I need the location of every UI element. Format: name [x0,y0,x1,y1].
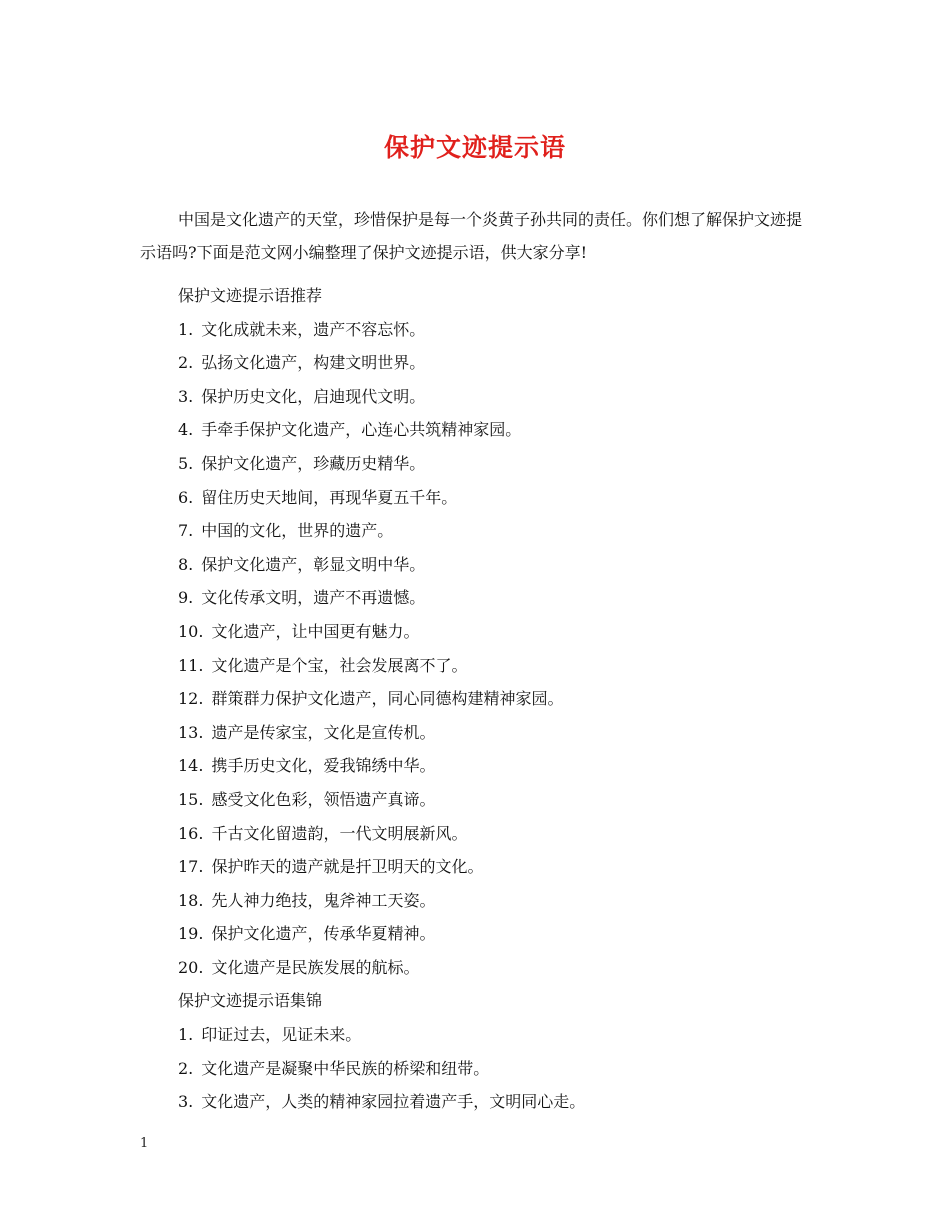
item-number: 2. [178,1058,194,1078]
intro-paragraph: 中国是文化遗产的天堂，珍惜保护是每一个炎黄子孙共同的责任。你们想了解保护文迹提示语吗?下面是范文网小编整理了保护文迹提示语，供大家分享! [140,210,803,262]
item-text: 文化遗产，让中国更有魅力。 [211,621,420,641]
item-number: 15. [178,789,204,809]
list-item [178,481,818,515]
item-number: 9. [178,588,194,608]
list-item [178,346,818,380]
list-item [178,649,818,683]
list-item [178,850,818,884]
list-item [178,514,818,548]
item-text: 保护文化遗产，传承华夏精神。 [211,924,436,944]
item-number: 12. [178,689,204,709]
item-text: 文化遗产，人类的精神家园拉着遗产手，文明同心走。 [201,1092,586,1112]
list-item [178,581,818,615]
item-number: 18. [178,890,204,910]
item-text: 保护历史文化，启迪现代文明。 [201,386,426,406]
item-text: 文化遗产是民族发展的航标。 [211,957,420,977]
item-number: 20. [178,957,204,977]
list-item [178,716,818,750]
list-item [178,682,818,716]
list-item [178,917,818,951]
list-item [178,783,818,817]
item-number: 3. [178,1092,194,1112]
item-text: 弘扬文化遗产，构建文明世界。 [201,353,426,373]
list-item [178,1052,818,1086]
document-title: 保护文迹提示语 [383,133,566,162]
list-item [178,413,818,447]
content-list [178,279,818,1119]
item-text: 文化遗产是个宝，社会发展离不了。 [211,655,468,675]
list-item [178,951,818,985]
item-number: 3. [178,386,194,406]
item-number: 5. [178,453,194,473]
item-text: 印证过去，见证未来。 [201,1025,362,1045]
item-text: 手牵手保护文化遗产，心连心共筑精神家园。 [201,420,522,440]
list-item [178,749,818,783]
item-text: 文化成就未来，遗产不容忘怀。 [201,319,426,339]
page-number: 1 [140,1136,149,1151]
list-item [178,380,818,414]
list-item [178,1018,818,1052]
item-text: 感受文化色彩，领悟遗产真谛。 [211,789,436,809]
item-text: 保护昨天的遗产就是扞卫明天的文化。 [211,857,484,877]
item-text: 群策群力保护文化遗产，同心同德构建精神家园。 [211,689,564,709]
item-number: 2. [178,353,194,373]
item-number: 6. [178,487,194,507]
list-item [178,1085,818,1119]
item-number: 19. [178,924,204,944]
item-number: 8. [178,554,194,574]
item-text: 先人神力绝技，鬼斧神工天姿。 [211,890,436,910]
item-number: 16. [178,823,204,843]
item-number: 1. [178,319,194,339]
list-item [178,313,818,347]
item-number: 1. [178,1025,194,1045]
list-item [178,615,818,649]
list-item [178,817,818,851]
item-text: 文化传承文明，遗产不再遗憾。 [201,588,426,608]
item-text: 文化遗产是凝聚中华民族的桥梁和纽带。 [201,1058,490,1078]
item-text: 遗产是传家宝，文化是宣传机。 [211,722,436,742]
section-heading: 保护文迹提示语推荐 [178,286,323,305]
section-heading: 保护文迹提示语集锦 [178,991,323,1011]
item-text: 保护文化遗产，彰显文明中华。 [201,554,426,574]
item-number: 10. [178,621,204,641]
item-number: 11. [178,655,204,675]
item-text: 中国的文化，世界的遗产。 [201,521,394,541]
list-item [178,884,818,918]
list-item [178,548,818,582]
item-number: 13. [178,722,204,742]
item-number: 4. [178,420,194,440]
item-text: 留住历史天地间，再现华夏五千年。 [201,487,458,507]
item-text: 携手历史文化，爱我锦绣中华。 [211,756,436,776]
item-text: 千古文化留遗韵，一代文明展新风。 [211,823,468,843]
item-number: 14. [178,756,204,776]
item-number: 7. [178,521,194,541]
list-item [178,447,818,481]
item-number: 17. [178,857,204,877]
item-text: 保护文化遗产，珍藏历史精华。 [201,453,426,473]
